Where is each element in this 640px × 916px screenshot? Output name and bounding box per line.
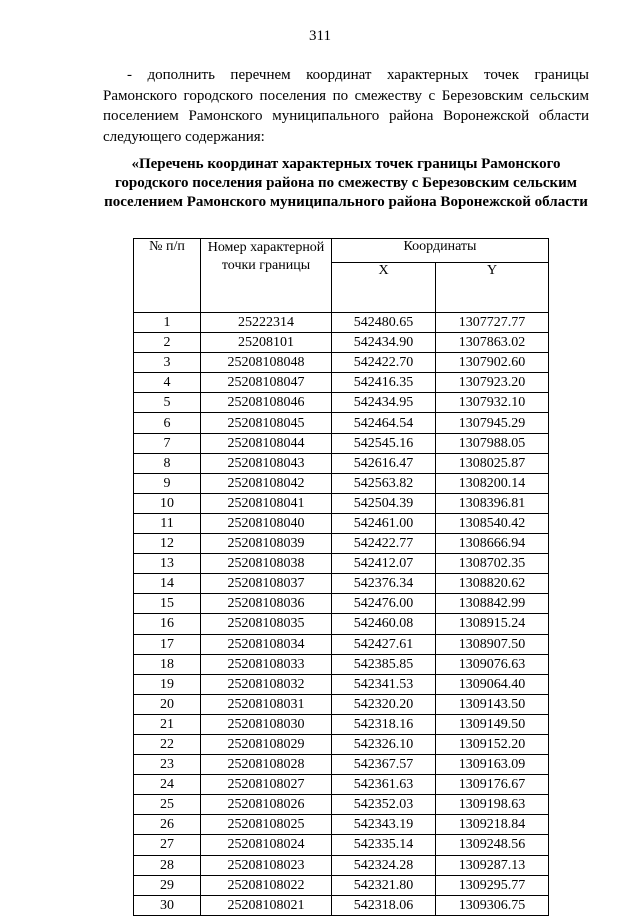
row-x: 542343.19 bbox=[332, 815, 436, 835]
row-number: 29 bbox=[134, 875, 201, 895]
row-point-number: 25208108042 bbox=[201, 473, 332, 493]
row-y: 1309295.77 bbox=[436, 875, 549, 895]
row-y: 1309248.56 bbox=[436, 835, 549, 855]
row-number: 14 bbox=[134, 574, 201, 594]
row-x: 542320.20 bbox=[332, 694, 436, 714]
table-row bbox=[134, 895, 549, 915]
row-x: 542335.14 bbox=[332, 835, 436, 855]
row-number: 15 bbox=[134, 594, 201, 614]
table-row bbox=[134, 795, 549, 815]
table-row bbox=[134, 473, 549, 493]
intro-paragraph: - дополнить перечнем координат характерных точек границы Рамонского городского поселения по смежеству с Березовским сельским поселением Рамонского муниципального района Воронежской области следующего содержания: bbox=[103, 67, 589, 145]
table-row bbox=[134, 333, 549, 353]
row-number: 9 bbox=[134, 473, 201, 493]
row-y: 1309143.50 bbox=[436, 694, 549, 714]
table-row bbox=[134, 393, 549, 413]
table-row bbox=[134, 634, 549, 654]
row-x: 542318.16 bbox=[332, 714, 436, 734]
row-number: 20 bbox=[134, 694, 201, 714]
row-point-number: 25208108035 bbox=[201, 614, 332, 634]
row-point-number: 25208108034 bbox=[201, 634, 332, 654]
row-number: 1 bbox=[134, 313, 201, 333]
row-y: 1307727.77 bbox=[436, 313, 549, 333]
row-x: 542324.28 bbox=[332, 855, 436, 875]
row-x: 542480.65 bbox=[332, 313, 436, 333]
table-row bbox=[134, 513, 549, 533]
row-y: 1307863.02 bbox=[436, 333, 549, 353]
row-x: 542352.03 bbox=[332, 795, 436, 815]
row-x: 542460.08 bbox=[332, 614, 436, 634]
row-y: 1308666.94 bbox=[436, 534, 549, 554]
table-body bbox=[134, 313, 549, 916]
row-number: 21 bbox=[134, 714, 201, 734]
table-header bbox=[134, 239, 549, 313]
row-y: 1307945.29 bbox=[436, 413, 549, 433]
row-point-number: 25208108025 bbox=[201, 815, 332, 835]
row-point-number: 25208101 bbox=[201, 333, 332, 353]
row-number: 10 bbox=[134, 493, 201, 513]
row-y: 1308702.35 bbox=[436, 554, 549, 574]
row-point-number: 25208108036 bbox=[201, 594, 332, 614]
table-row bbox=[134, 815, 549, 835]
row-x: 542367.57 bbox=[332, 755, 436, 775]
row-point-number: 25208108032 bbox=[201, 674, 332, 694]
table-row bbox=[134, 654, 549, 674]
row-number: 19 bbox=[134, 674, 201, 694]
row-x: 542361.63 bbox=[332, 775, 436, 795]
row-point-number: 25208108026 bbox=[201, 795, 332, 815]
row-y: 1309163.09 bbox=[436, 755, 549, 775]
row-y: 1309149.50 bbox=[436, 714, 549, 734]
table-row bbox=[134, 734, 549, 754]
row-point-number: 25208108031 bbox=[201, 694, 332, 714]
table-row bbox=[134, 493, 549, 513]
row-x: 542321.80 bbox=[332, 875, 436, 895]
table-row bbox=[134, 373, 549, 393]
table-row bbox=[134, 775, 549, 795]
row-point-number: 25208108043 bbox=[201, 453, 332, 473]
header-point-number: Номер характерной точки границы bbox=[201, 239, 332, 313]
row-number: 2 bbox=[134, 333, 201, 353]
row-point-number: 25208108041 bbox=[201, 493, 332, 513]
row-number: 26 bbox=[134, 815, 201, 835]
row-point-number: 25208108023 bbox=[201, 855, 332, 875]
row-y: 1308915.24 bbox=[436, 614, 549, 634]
row-y: 1307988.05 bbox=[436, 433, 549, 453]
row-x: 542461.00 bbox=[332, 513, 436, 533]
row-x: 542422.77 bbox=[332, 534, 436, 554]
row-point-number: 25208108033 bbox=[201, 654, 332, 674]
row-number: 23 bbox=[134, 755, 201, 775]
row-y: 1308025.87 bbox=[436, 453, 549, 473]
row-y: 1309198.63 bbox=[436, 795, 549, 815]
row-x: 542376.34 bbox=[332, 574, 436, 594]
row-point-number: 25208108040 bbox=[201, 513, 332, 533]
row-x: 542422.70 bbox=[332, 353, 436, 373]
row-point-number: 25208108030 bbox=[201, 714, 332, 734]
row-y: 1309064.40 bbox=[436, 674, 549, 694]
document-title: «Перечень координат характерных точек границы Рамонского городского поселения района по смежеству с Березовским сельским поселением Рамонского муниципального района Воронежской области bbox=[104, 156, 588, 210]
row-y: 1309076.63 bbox=[436, 654, 549, 674]
row-number: 13 bbox=[134, 554, 201, 574]
header-coordinates: Координаты bbox=[332, 239, 549, 263]
row-point-number: 25208108046 bbox=[201, 393, 332, 413]
row-point-number: 25208108037 bbox=[201, 574, 332, 594]
row-point-number: 25208108028 bbox=[201, 755, 332, 775]
row-y: 1309218.84 bbox=[436, 815, 549, 835]
row-y: 1308907.50 bbox=[436, 634, 549, 654]
row-number: 7 bbox=[134, 433, 201, 453]
row-number: 4 bbox=[134, 373, 201, 393]
table-row bbox=[134, 755, 549, 775]
row-point-number: 25208108039 bbox=[201, 534, 332, 554]
row-y: 1308820.62 bbox=[436, 574, 549, 594]
row-point-number: 25208108038 bbox=[201, 554, 332, 574]
table-row bbox=[134, 413, 549, 433]
row-x: 542412.07 bbox=[332, 554, 436, 574]
row-x: 542434.95 bbox=[332, 393, 436, 413]
row-point-number: 25208108021 bbox=[201, 895, 332, 915]
row-x: 542318.06 bbox=[332, 895, 436, 915]
table-row bbox=[134, 353, 549, 373]
row-point-number: 25208108047 bbox=[201, 373, 332, 393]
row-number: 11 bbox=[134, 513, 201, 533]
table-row bbox=[134, 614, 549, 634]
table-row bbox=[134, 453, 549, 473]
table-row bbox=[134, 534, 549, 554]
row-y: 1308842.99 bbox=[436, 594, 549, 614]
row-number: 22 bbox=[134, 734, 201, 754]
row-point-number: 25208108022 bbox=[201, 875, 332, 895]
row-number: 30 bbox=[134, 895, 201, 915]
row-y: 1309306.75 bbox=[436, 895, 549, 915]
row-x: 542326.10 bbox=[332, 734, 436, 754]
row-number: 27 bbox=[134, 835, 201, 855]
row-number: 24 bbox=[134, 775, 201, 795]
row-x: 542545.16 bbox=[332, 433, 436, 453]
table-row bbox=[134, 855, 549, 875]
row-number: 18 bbox=[134, 654, 201, 674]
table-row bbox=[134, 313, 549, 333]
row-y: 1308396.81 bbox=[436, 493, 549, 513]
table-row bbox=[134, 835, 549, 855]
row-number: 3 bbox=[134, 353, 201, 373]
row-number: 25 bbox=[134, 795, 201, 815]
row-number: 17 bbox=[134, 634, 201, 654]
table-row bbox=[134, 694, 549, 714]
row-point-number: 25208108048 bbox=[201, 353, 332, 373]
row-x: 542476.00 bbox=[332, 594, 436, 614]
row-point-number: 25208108024 bbox=[201, 835, 332, 855]
row-y: 1309287.13 bbox=[436, 855, 549, 875]
row-y: 1308200.14 bbox=[436, 473, 549, 493]
row-y: 1309176.67 bbox=[436, 775, 549, 795]
header-y: Y bbox=[436, 263, 549, 313]
row-y: 1309152.20 bbox=[436, 734, 549, 754]
row-point-number: 25208108027 bbox=[201, 775, 332, 795]
row-point-number: 25222314 bbox=[201, 313, 332, 333]
row-x: 542434.90 bbox=[332, 333, 436, 353]
row-point-number: 25208108029 bbox=[201, 734, 332, 754]
table-row bbox=[134, 674, 549, 694]
row-number: 28 bbox=[134, 855, 201, 875]
coordinates-table bbox=[133, 238, 549, 916]
header-x: X bbox=[332, 263, 436, 313]
table-row bbox=[134, 714, 549, 734]
row-x: 542427.61 bbox=[332, 634, 436, 654]
table-row bbox=[134, 554, 549, 574]
table-row bbox=[134, 433, 549, 453]
row-y: 1307923.20 bbox=[436, 373, 549, 393]
row-y: 1307932.10 bbox=[436, 393, 549, 413]
page-number: 311 bbox=[309, 28, 331, 44]
row-point-number: 25208108045 bbox=[201, 413, 332, 433]
row-point-number: 25208108044 bbox=[201, 433, 332, 453]
header-number: № п/п bbox=[134, 239, 201, 313]
row-number: 16 bbox=[134, 614, 201, 634]
table-row bbox=[134, 875, 549, 895]
row-x: 542464.54 bbox=[332, 413, 436, 433]
row-x: 542341.53 bbox=[332, 674, 436, 694]
row-number: 12 bbox=[134, 534, 201, 554]
row-y: 1308540.42 bbox=[436, 513, 549, 533]
row-number: 8 bbox=[134, 453, 201, 473]
row-x: 542563.82 bbox=[332, 473, 436, 493]
row-number: 5 bbox=[134, 393, 201, 413]
table-row bbox=[134, 594, 549, 614]
row-x: 542416.35 bbox=[332, 373, 436, 393]
table-row bbox=[134, 574, 549, 594]
row-y: 1307902.60 bbox=[436, 353, 549, 373]
row-x: 542385.85 bbox=[332, 654, 436, 674]
row-x: 542504.39 bbox=[332, 493, 436, 513]
row-x: 542616.47 bbox=[332, 453, 436, 473]
row-number: 6 bbox=[134, 413, 201, 433]
